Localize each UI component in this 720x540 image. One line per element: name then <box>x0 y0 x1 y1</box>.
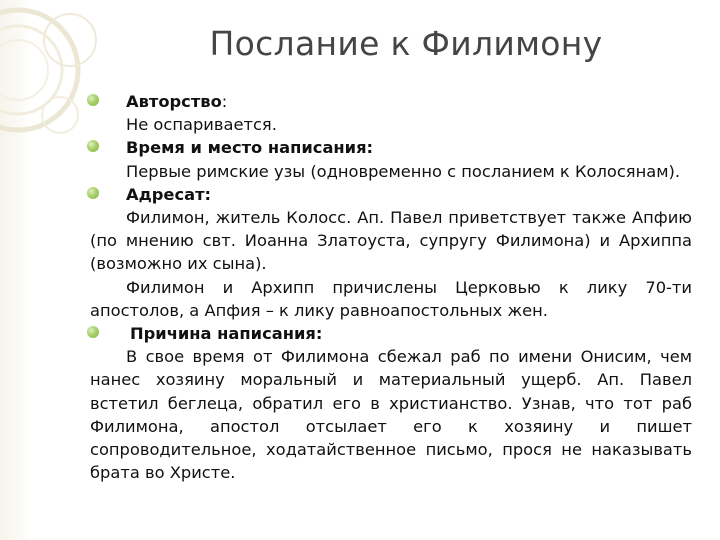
heading-text: Адресат: <box>126 184 212 204</box>
bullet-icon <box>87 326 99 338</box>
section-paragraph: Не оспаривается. <box>126 115 277 135</box>
section-heading-time-place <box>90 136 692 159</box>
bullet-icon <box>87 94 99 106</box>
section-paragraph: Первые римские узы (одновременно с посланием к Колосянам). <box>126 161 681 181</box>
section-paragraph: Филимон и Архипп причислены Церковью к лику 70-ти апостолов, а Апфия – к лику равноапостольных жен. <box>90 277 692 320</box>
slide-title: Послание к Филимону <box>209 24 603 63</box>
heading-colon: : <box>221 92 228 111</box>
section-paragraph: Филимон, житель Колосс. Ап. Павел приветствует также Апфию (по мнению свт. Иоанна Златоуста, супругу Филимона) и Архиппа (возможно их сына). <box>90 208 692 274</box>
bullet-icon <box>87 187 99 199</box>
section-paragraph: В свое время от Филимона сбежал раб по имени Онисим, чем нанес хозяину моральный и материальный ущерб. Ап. Павел встетил беглеца, обратил его в христианство. Узнав, что тот раб Филимона, апостол отсылает его к хозяину и пишет сопроводительное, ходатайственное письмо, прося не наказывать брата во Христе. <box>90 347 692 483</box>
content-body <box>90 90 692 484</box>
heading-text: Причина написания: <box>130 324 323 344</box>
section-heading-addressee <box>90 183 692 206</box>
heading-text: Авторство <box>126 92 222 111</box>
heading-text: Время и место написания: <box>126 138 374 158</box>
bullet-icon <box>87 140 99 152</box>
section-heading-reason <box>90 322 692 345</box>
section-heading-authorship <box>90 90 692 113</box>
